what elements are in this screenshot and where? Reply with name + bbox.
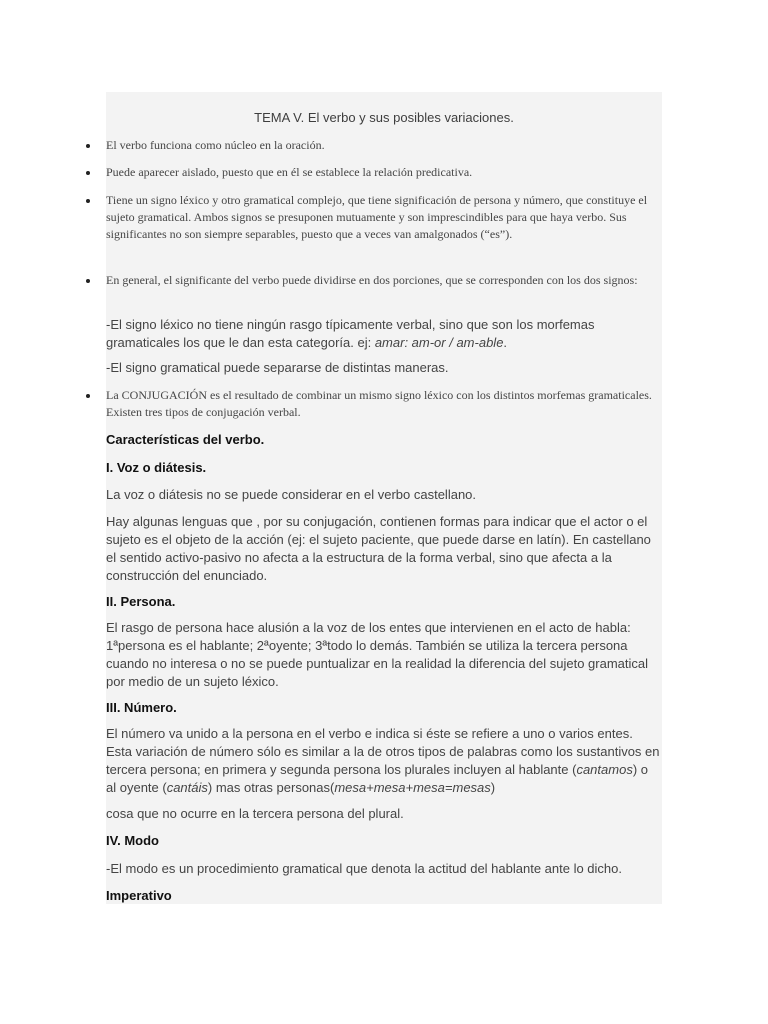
voz-heading: I. Voz o diátesis. [106, 460, 207, 475]
lexical-sign-paragraph [106, 316, 660, 352]
voz-paragraph-1: La voz o diátesis no se puede considerar en el verbo castellano. [106, 487, 477, 502]
numero-text-d: ) [490, 780, 496, 795]
numero-italic-cantais: cantáis [166, 780, 208, 795]
page-title: TEMA V. El verbo y sus posibles variaciones. [254, 110, 514, 125]
document-page [106, 92, 662, 904]
grammatical-sign-paragraph: -El signo gramatical puede separarse de distintas maneras. [106, 360, 449, 375]
numero-italic-cantamos: cantamos [576, 762, 633, 777]
modo-heading: IV. Modo [106, 833, 159, 848]
numero-paragraph-1 [106, 725, 660, 797]
bullet-item-1: El verbo funciona como núcleo en la oración. [106, 138, 325, 152]
persona-heading: II. Persona. [106, 594, 176, 609]
numero-text-a: El número va unido a la persona en el verbo e indica si éste se refiere a uno o varios entes. Esta variación de número sólo es similar a la de otros tipos de palabras como los sustantivos en tercera persona; en primera y segunda persona los plurales incluyen al hablante ( [106, 726, 660, 777]
bullet-dot-3 [86, 199, 90, 203]
imperativo-heading: Imperativo [106, 888, 172, 903]
numero-text-b: ) o al oyente ( [106, 762, 648, 795]
bullet-item-5: La CONJUGACIÓN es el resultado de combinar un mismo signo léxico con los distintos morfemas gramaticales. Existen tres tipos de conjugación verbal. [106, 388, 652, 419]
numero-italic-mesas: mesa+mesa+mesa=mesas [334, 780, 491, 795]
modo-paragraph: -El modo es un procedimiento gramatical que denota la actitud del hablante ante lo dicho. [106, 861, 622, 876]
lexical-sign-end: . [503, 335, 508, 350]
bullet-item-2: Puede aparecer aislado, puesto que en él se establece la relación predicativa. [106, 165, 473, 179]
bullet-dot-4 [86, 279, 90, 283]
numero-text-c: ) mas otras personas( [207, 780, 335, 795]
numero-heading: III. Número. [106, 700, 177, 715]
lexical-sign-text: -El signo léxico no tiene ningún rasgo típicamente verbal, sino que son los morfemas gramaticales los que le dan esta categoría. ej: [106, 317, 595, 350]
characteristics-heading: Características del verbo. [106, 432, 265, 447]
bullet-item-3: Tiene un signo léxico y otro gramatical complejo, que tiene significación de persona y número, que constituye el sujeto gramatical. Ambos signos se presuponen mutuamente y son imprescindibles para que haya verbo. Sus significantes no son siempre separables, puesto que a veces van amalgonados (“es”). [106, 193, 648, 241]
bullet-dot-1 [86, 144, 90, 148]
bullet-item-4: En general, el significante del verbo puede dividirse en dos porciones, que se corresponden con los dos signos: [106, 273, 638, 287]
voz-paragraph-2: Hay algunas lenguas que , por su conjugación, contienen formas para indicar que el actor o el sujeto es el objeto de la acción (ej: el sujeto paciente, que puede darse en latín). En castellano el sentido activo-pasivo no afecta a la estructura de la forma verbal, sino que afecta a la construcción del enunciado. [106, 514, 651, 583]
lexical-sign-example: amar: am-or / am-able [374, 335, 504, 350]
bullet-dot-5 [86, 394, 90, 398]
persona-paragraph: El rasgo de persona hace alusión a la voz de los entes que intervienen en el acto de habla: 1ªpersona es el hablante; 2ªoyente; 3ªtodo lo demás. También se utiliza la tercera persona cuando no interesa o no se puede puntualizar en la realidad la diferencia del sujeto gramatical por medio de un sujeto léxico. [106, 620, 649, 689]
bullet-dot-2 [86, 171, 90, 175]
numero-paragraph-2: cosa que no ocurre en la tercera persona del plural. [106, 806, 404, 821]
